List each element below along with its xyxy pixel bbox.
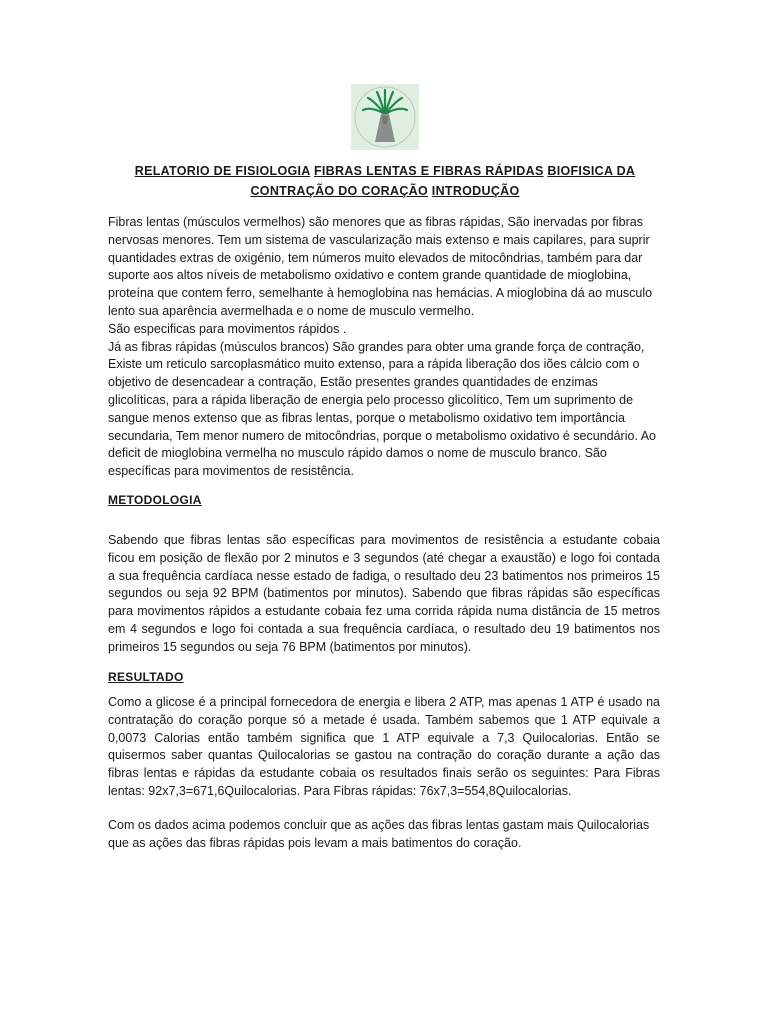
title-part-3: BIOFISICA DA CONTRAÇÃO DO CORAÇÃO [250, 164, 636, 198]
title-part-2: FIBRAS LENTAS E FIBRAS RÁPIDAS [313, 164, 544, 178]
intro-paragraph-2: São especificas para movimentos rápidos . [108, 321, 347, 336]
institution-logo [351, 84, 419, 150]
intro-paragraph-3: Já as fibras rápidas (músculos brancos) São grandes para obter uma grande força de contração, Existe um reticulo sarcoplasmático muito extenso, para a rápida liberação dos iões cálcio com o objetivo de desencadear a contração, Estão presentes grandes quantidades de enzimas glicolíticas, para a rápida liberação de energia pelo processo glicolítico, Tem um suprimento de sangue menos extenso que as fibras lentas, porque o metabolismo oxidativo tem importância secundaria, Tem menor numero de mitocôndrias, porque o metabolismo oxidativo é secundário. Ao deficit de mioglobina vermelha no musculo rápido damos o nome de musculo branco. São específicas para movimentos de resistência. [108, 339, 656, 479]
metodologia-heading: METODOLOGIA [108, 493, 202, 507]
tree-logo-icon [351, 84, 419, 150]
resultado-paragraph-1: Como a glicose é a principal fornecedora de energia e libera 2 ATP, mas apenas 1 ATP é usado na contratação do coração porque só a metade é usada. Também sabemos que 1 ATP equivale a 0,0073 Calorias então também significa que 1 ATP equivale a 7,3 Quilocalorias. Então se quisermos saber quantas Quilocalorias se gastou na contração do coração durante a ação das fibras lentas e rápidas da estudante cobaia os resultados finais serão os seguintes: Para Fibras lentas: 92x7,3=671,6Quilocalorias. Para Fibras rápidas: 76x7,3=554,8Quilocalorias. [108, 695, 660, 798]
intro-paragraph-1: Fibras lentas (músculos vermelhos) são menores que as fibras rápidas, São inervadas por fibras nervosas menores. Tem um sistema de vascularização mais extenso e mais capilares, para suprir quantidades extras de oxigénio, tem números muito elevados de mitocôndrias, também para dar suporte aos altos níveis de metabolismo oxidativo e contem grande quantidade de mioglobina, proteína que contem ferro, semelhante à hemoglobina nas hemácias. A mioglobina dá ao musculo lento sua aparência avermelhada e o nome de musculo vermelho. [108, 215, 653, 318]
document-title [108, 161, 662, 201]
title-part-1: RELATORIO DE FISIOLOGIA [134, 164, 311, 178]
resultado-paragraph-2: Com os dados acima podemos concluir que as ações das fibras lentas gastam mais Quilocalorias que as ações das fibras rápidas pois levam a mais batimentos do coração. [108, 818, 650, 850]
resultado-heading: RESULTADO [108, 670, 184, 684]
title-part-4: INTRODUÇÃO [431, 184, 520, 198]
metodologia-paragraph: Sabendo que fibras lentas são específicas para movimentos de resistência a estudante cobaia ficou em posição de flexão por 2 minutos e 3 segundos (até chegar a exaustão) e logo foi contada a sua frequência cardíaca nesse estado de fadiga, o resultado deu 23 batimentos nos primeiros 15 segundos ou seja 92 BPM (batimentos por minutos). Sabendo que fibras rápidas são específicas para movimentos rápidos a estudante cobaia fez uma corrida rápida numa distância de 15 metros em 4 segundos e logo foi contada a sua frequência cardíaca, o resultado deu 19 batimentos nos primeiros 15 segundos ou seja 76 BPM (batimentos por minutos). [108, 533, 660, 654]
intro-section [108, 214, 660, 481]
